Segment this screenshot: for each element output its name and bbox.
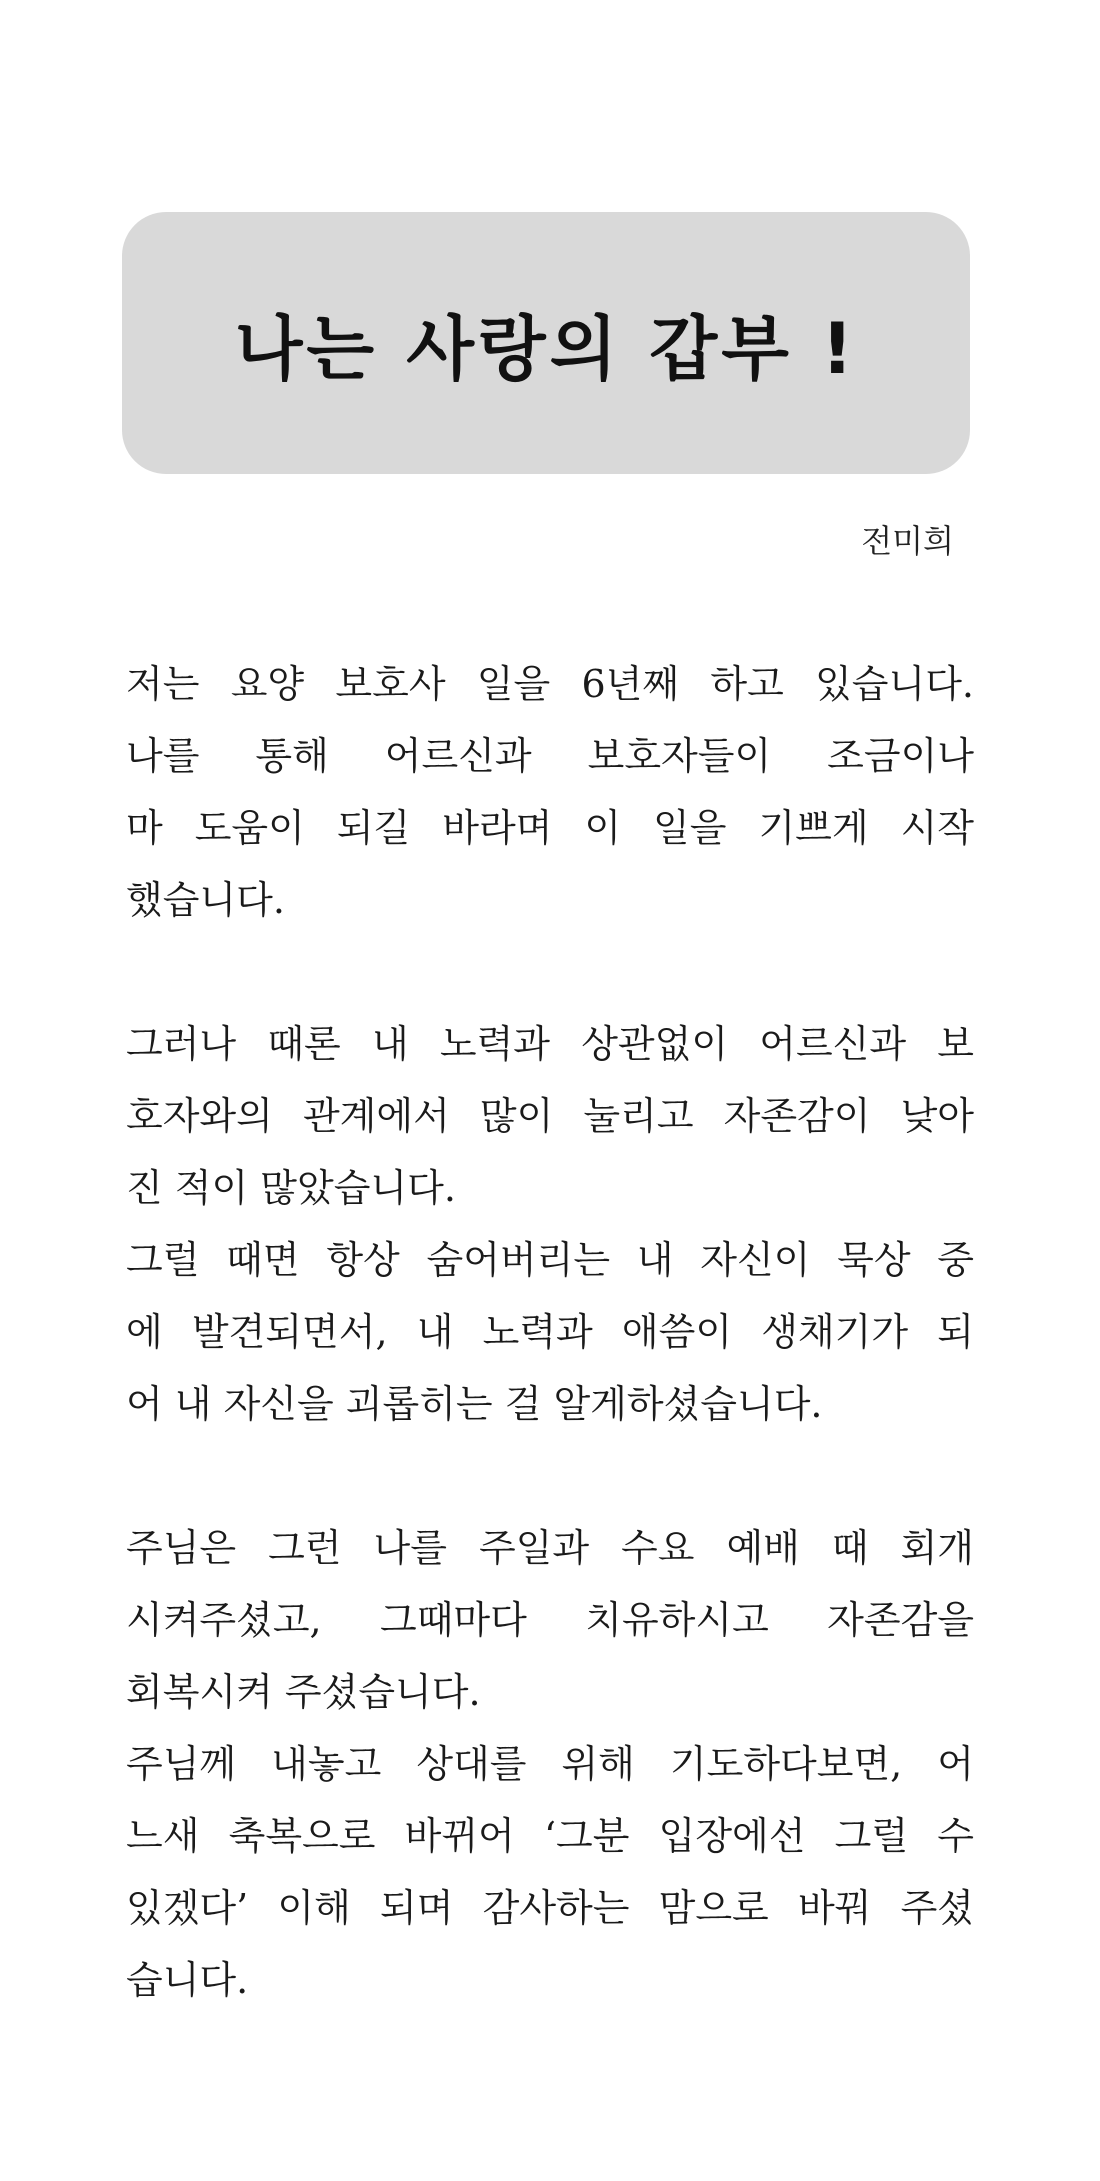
- article-body: [126, 648, 974, 2088]
- text-line: 했습니다.: [126, 878, 285, 922]
- text-line: 그러나 때론 내 노력과 상관없이 어르신과 보: [126, 1022, 974, 1066]
- text-line: 주님은 그런 나를 주일과 수요 예배 때 회개: [126, 1526, 974, 1570]
- paragraph-1: [126, 648, 974, 936]
- paragraph-3: [126, 1512, 974, 2016]
- author-name: 전미희: [861, 522, 954, 560]
- text-line: 있겠다’ 이해 되며 감사하는 맘으로 바꿔 주셨: [126, 1886, 974, 1930]
- text-line: 회복시켜 주셨습니다.: [126, 1670, 481, 1714]
- title-banner: [122, 212, 970, 474]
- text-line: 나를 통해 어르신과 보호자들이 조금이나: [126, 734, 974, 778]
- text-line: 마 도움이 되길 바라며 이 일을 기쁘게 시작: [126, 806, 974, 850]
- text-line: 그럴 때면 항상 숨어버리는 내 자신이 묵상 중: [126, 1238, 974, 1282]
- text-line: 에 발견되면서, 내 노력과 애씀이 생채기가 되: [126, 1310, 974, 1354]
- text-line: 습니다.: [126, 1958, 249, 2002]
- text-line: 주님께 내놓고 상대를 위해 기도하다보면, 어: [126, 1742, 974, 1786]
- text-line: 시켜주셨고, 그때마다 치유하시고 자존감을: [126, 1598, 974, 1642]
- text-line: 어 내 자신을 괴롭히는 걸 알게하셨습니다.: [126, 1382, 823, 1426]
- text-line: 저는 요양 보호사 일을 6년째 하고 있습니다.: [126, 662, 974, 706]
- page-title: 나는 사랑의 갑부 !: [234, 307, 858, 390]
- text-line: 호자와의 관계에서 많이 눌리고 자존감이 낮아: [126, 1094, 974, 1138]
- text-line: 진 적이 많았습니다.: [126, 1166, 456, 1210]
- paragraph-2: [126, 1008, 974, 1440]
- text-line: 느새 축복으로 바뀌어 ‘그분 입장에선 그럴 수: [126, 1814, 974, 1858]
